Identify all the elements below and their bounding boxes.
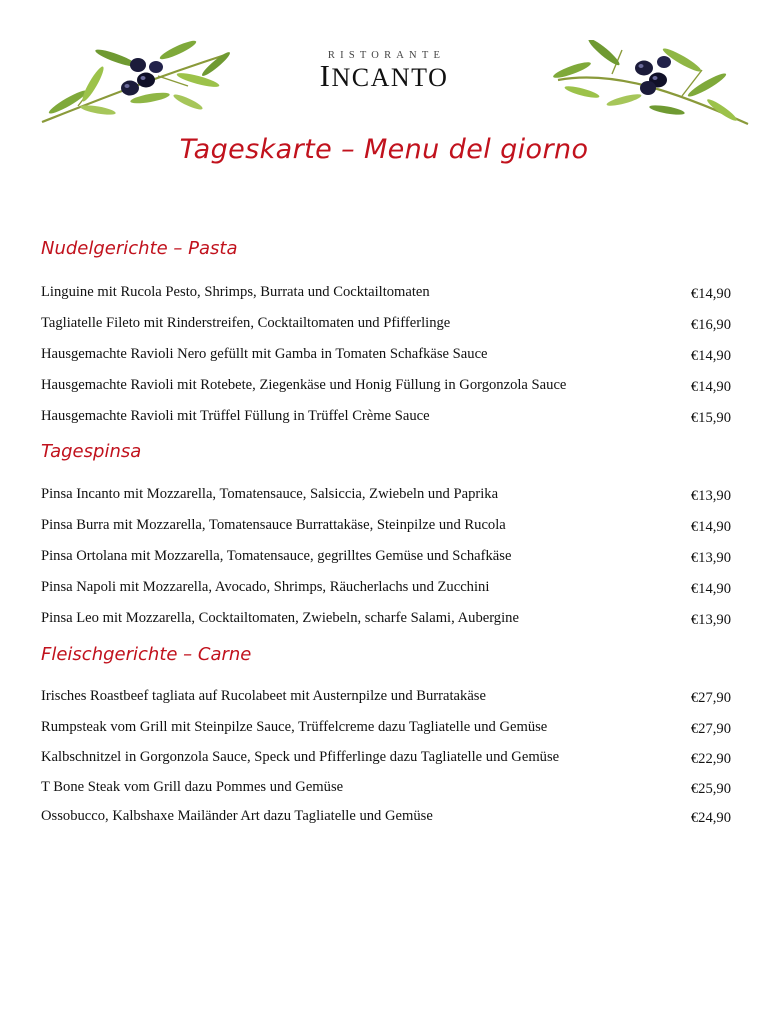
menu-item-price: €27,90: [690, 690, 731, 706]
section-title-pinsa: Tagespinsa: [41, 441, 142, 462]
menu-item: [41, 719, 731, 741]
menu-item-name: Ossobucco, Kalbshaxe Mailänder Art dazu Tagliatelle und Gemüse: [41, 808, 433, 824]
menu-item: [41, 779, 731, 801]
menu-item: [41, 688, 731, 710]
restaurant-logo: [284, 50, 484, 91]
logo-name-initial: I: [319, 58, 332, 93]
menu-item-price: €13,90: [690, 488, 731, 504]
menu-item-price: €27,90: [690, 721, 731, 737]
menu-item: [41, 284, 731, 306]
section-title-carne: Fleischgerichte – Carne: [41, 644, 252, 665]
menu-item: [41, 808, 731, 830]
menu-item-price: €25,90: [690, 781, 731, 797]
menu-item-name: Tagliatelle Fileto mit Rinderstreifen, Cocktailtomaten und Pfifferlinge: [41, 315, 451, 331]
menu-item: [41, 346, 731, 368]
menu-item: [41, 377, 731, 399]
menu-item-name: Hausgemachte Ravioli mit Rotebete, Ziegenkäse und Honig Füllung in Gorgonzola Sauce: [41, 377, 567, 393]
olive-branch-left-icon: [38, 40, 238, 128]
menu-item: [41, 486, 731, 508]
menu-item: [41, 610, 731, 632]
menu-item-price: €14,90: [690, 379, 731, 395]
menu-item-name: T Bone Steak vom Grill dazu Pommes und Gemüse: [41, 779, 344, 795]
menu-item-price: €15,90: [690, 410, 731, 426]
menu-item: [41, 517, 731, 539]
logo-name: [284, 58, 484, 93]
menu-item: [41, 315, 731, 337]
menu-item-name: Hausgemachte Ravioli mit Trüffel Füllung in Trüffel Crème Sauce: [41, 408, 430, 424]
menu-item-name: Pinsa Incanto mit Mozzarella, Tomatensauce, Salsiccia, Zwiebeln und Paprika: [41, 486, 499, 502]
logo-name-rest: NCANTO: [331, 63, 449, 92]
menu-item: [41, 548, 731, 570]
menu-item-price: €16,90: [690, 317, 731, 333]
menu-item-price: €13,90: [690, 550, 731, 566]
menu-item: [41, 579, 731, 601]
menu-item-price: €14,90: [690, 348, 731, 364]
menu-item-name: Pinsa Ortolana mit Mozzarella, Tomatensauce, gegrilltes Gemüse und Schafkäse: [41, 548, 512, 564]
menu-item-price: €22,90: [690, 751, 731, 767]
menu-item-name: Kalbschnitzel in Gorgonzola Sauce, Speck und Pfifferlinge dazu Tagliatelle und Gemüse: [41, 749, 560, 765]
menu-item-name: Pinsa Burra mit Mozzarella, Tomatensauce Burrattakäse, Steinpilze und Rucola: [41, 517, 506, 533]
menu-item-name: Rumpsteak vom Grill mit Steinpilze Sauce, Trüffelcreme dazu Tagliatelle und Gemüse: [41, 719, 548, 735]
menu-item-price: €13,90: [690, 612, 731, 628]
menu-item-name: Hausgemachte Ravioli Nero gefüllt mit Gamba in Tomaten Schafkäse Sauce: [41, 346, 488, 362]
menu-item-price: €14,90: [690, 581, 731, 597]
menu-item-price: €14,90: [690, 286, 731, 302]
menu-item-name: Pinsa Leo mit Mozzarella, Cocktailtomaten, Zwiebeln, scharfe Salami, Aubergine: [41, 610, 519, 626]
menu-item: [41, 749, 731, 771]
menu-item-name: Irisches Roastbeef tagliata auf Rucolabeet mit Austernpilze und Burratakäse: [41, 688, 486, 704]
logo-subtitle: RISTORANTE: [327, 50, 446, 61]
menu-item-price: €14,90: [690, 519, 731, 535]
menu-item-price: €24,90: [690, 810, 731, 826]
menu-item-name: Pinsa Napoli mit Mozzarella, Avocado, Shrimps, Räucherlachs und Zucchini: [41, 579, 490, 595]
page-title: Tageskarte – Menu del giorno: [179, 134, 589, 165]
menu-item-name: Linguine mit Rucola Pesto, Shrimps, Burrata und Cocktailtomaten: [41, 284, 430, 300]
menu-item: [41, 408, 731, 430]
olive-branch-right-icon: [552, 40, 752, 128]
section-title-pasta: Nudelgerichte – Pasta: [41, 238, 238, 259]
